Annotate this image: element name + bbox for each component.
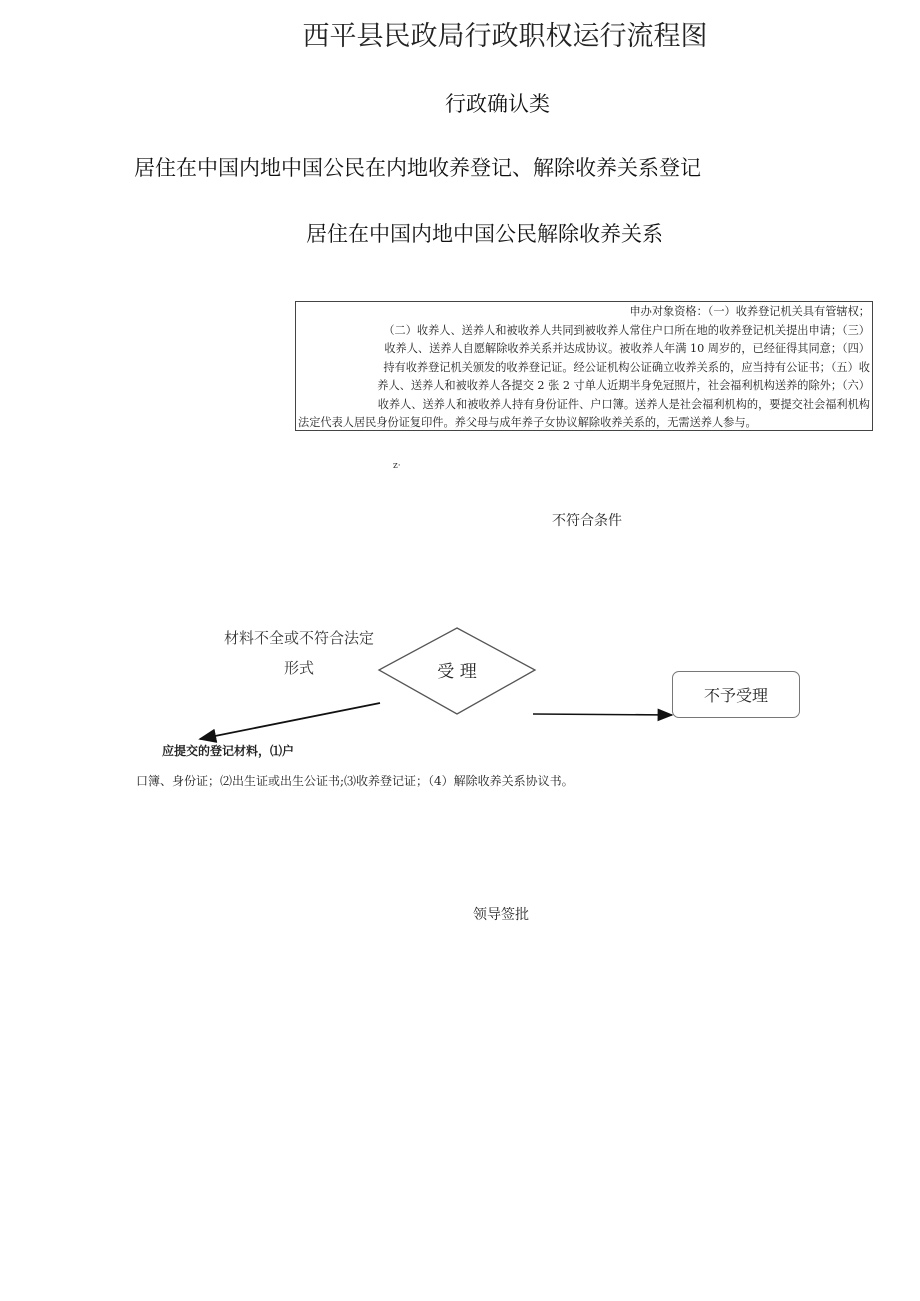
requirements-line: 持有收养登记机关颁发的收养登记证。经公证机构公证确立收养关系的，应当持有公证书；（五）收 bbox=[383, 360, 870, 374]
requirements-line: 养人、送养人和被收养人各提交 2 张 2 寸单人近期半身免冠照片，社会福利机构送养的除外；（六） bbox=[377, 379, 870, 392]
requirements-line: 法定代表人居民身份证复印件。养父母与成年养子女协议解除收养关系的，无需送养人参与。 bbox=[298, 416, 757, 429]
subitem-heading: 居住在中国内地中国公民解除收养关系 bbox=[306, 222, 663, 246]
item-heading: 居住在中国内地中国公民在内地收养登记、解除收养关系登记 bbox=[134, 156, 701, 180]
requirements-line: 收养人、送养人自愿解除收养关系并达成协议。被收养人年满 10 周岁的，已经征得其同意；（四） bbox=[384, 342, 870, 355]
requirements-line: 申办对象资格：（一）收养登记机关具有管辖权； bbox=[629, 305, 870, 318]
category-heading: 行政确认类 bbox=[445, 92, 550, 116]
arrow-to-materials bbox=[200, 703, 380, 739]
requirements-line: （二）收养人、送养人和被收养人共同到被收养人常住户口所在地的收养登记机关提出申请；（三） bbox=[383, 323, 870, 337]
requirements-line: 收养人、送养人和被收养人持有身份证件、户口簿。送养人是社会福利机构的，要提交社会福利机构 bbox=[377, 397, 870, 411]
accept-node-label: 受 理 bbox=[437, 662, 477, 682]
submit-materials-line-2: 口簿、身份证；⑵出生证或出生公证书;⑶收养登记证；（4）解除收养关系协议书。 bbox=[136, 774, 574, 788]
leader-approval-label: 领导签批 bbox=[473, 907, 529, 923]
not-eligible-label: 不符合条件 bbox=[552, 513, 622, 529]
arrow-to-reject bbox=[533, 714, 672, 715]
stray-mark: z· bbox=[393, 461, 401, 471]
reject-node: 不予受理 bbox=[672, 671, 800, 718]
submit-materials-line-1: 应提交的登记材料，⑴户 bbox=[162, 744, 295, 758]
material-incomplete-note: 材料不全或不符合法定形式 bbox=[224, 629, 375, 677]
page-title: 西平县民政局行政职权运行流程图 bbox=[302, 21, 708, 52]
